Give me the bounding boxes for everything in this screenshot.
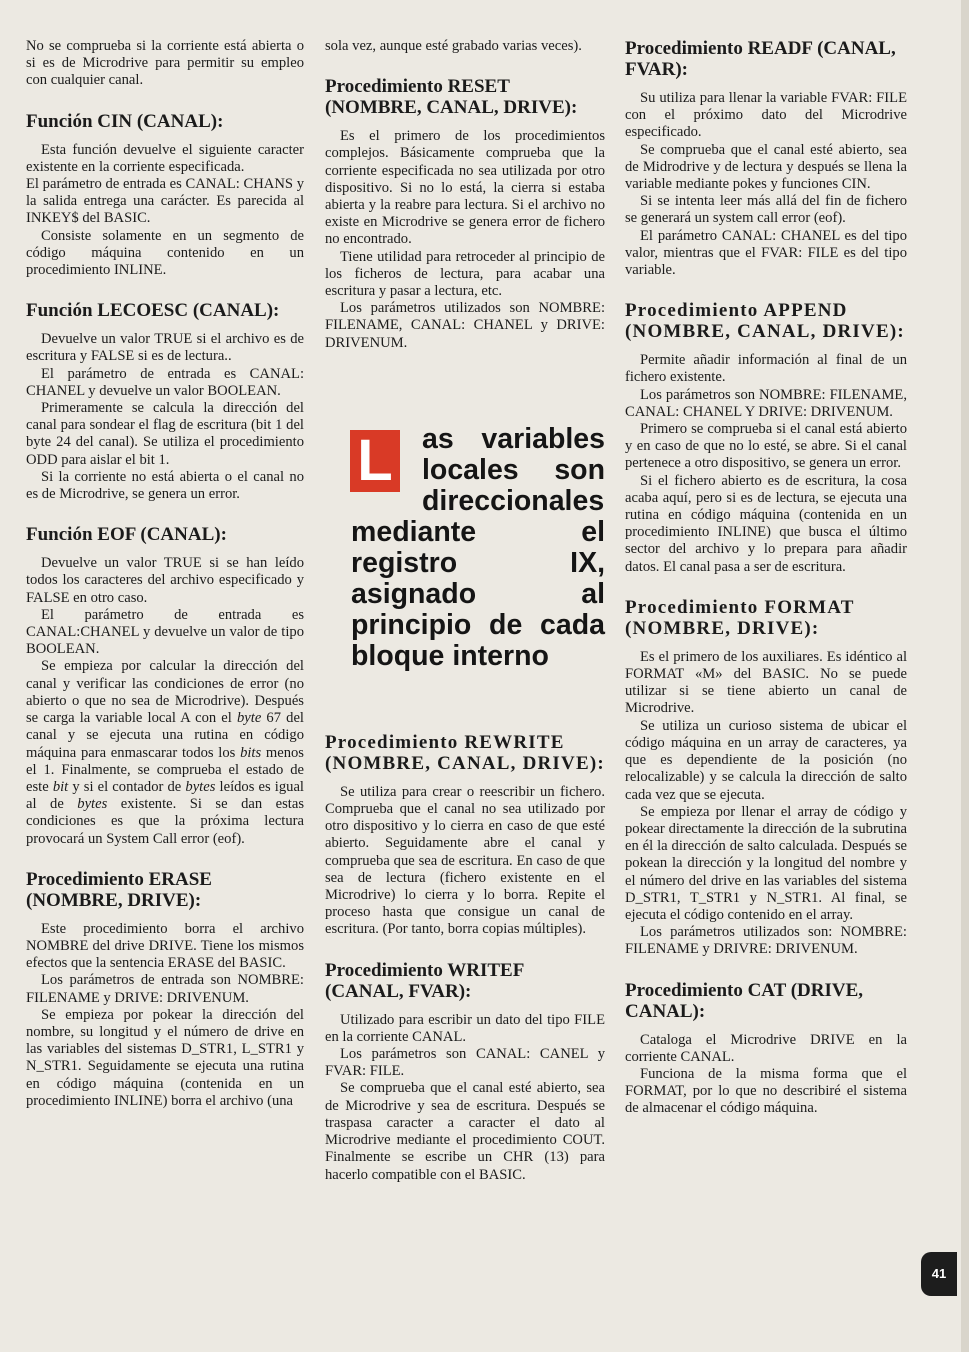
paragraph: Los parámetros son NOMBRE: FILENAME, CANAL: CHANEL Y DRIVE: DRIVENUM.: [625, 386, 907, 420]
heading-readf: Procedimiento READF (CANAL, FVAR):: [625, 38, 896, 80]
italic-term: byte: [236, 710, 262, 727]
paragraph: El parámetro de entrada es CANAL:CHANEL y devuelve un valor de tipo BOOLEAN.: [26, 606, 304, 658]
text-run: y si el contador de: [68, 778, 186, 795]
paragraph: Devuelve un valor TRUE si el archivo es de escritura y FALSE si es de lectura..: [26, 331, 304, 365]
pull-quote-initial: L: [350, 430, 400, 492]
heading-rewrite: Procedimiento REWRITE (NOMBRE, CANAL, DRIVE):: [325, 731, 605, 774]
paragraph: Es el primero de los auxiliares. Es idéntico al FORMAT «M» del BASIC. No se puede utilizar si se tiene abierto un canal de Microdrive.: [625, 648, 907, 717]
paragraph: Si el fichero abierto es de escritura, la cosa acaba aquí, pero si es de lectura, se ejecuta una rutina en código máquina (contenida en un procedimiento INLINE) que busca el último sector del archivo y lo prepara para añadir datos. El canal pasa a ser de escritura.: [625, 472, 907, 575]
paragraph: Si la corriente no está abierta o el canal no es de Microdrive, se genera un error.: [26, 468, 304, 503]
paragraph: Cataloga el Microdrive DRIVE en la corriente CANAL.: [625, 1031, 907, 1065]
paragraph: El parámetro de entrada es CANAL: CHANS y la salida entrega una carácter. Es parecida al INKEY$ del BASIC.: [26, 176, 304, 227]
paragraph: Su utiliza para llenar la variable FVAR: FILE con el próximo dato del Microdrive especificado.: [625, 90, 907, 141]
italic-term: bytes: [77, 796, 108, 813]
page-number: 41: [931, 1266, 947, 1281]
column-3: [625, 38, 907, 1118]
paragraph: Los parámetros de entrada son NOMBRE: FILENAME y DRIVE: DRIVENUM.: [26, 972, 304, 1006]
pull-quote-text: as variables locales son direccionales mediante el registro IX, asignado al principio de cada bloque interno: [351, 422, 605, 672]
heading-reset: Procedimiento RESET (NOMBRE, CANAL, DRIVE):: [325, 76, 578, 119]
column-1: [26, 38, 304, 1110]
paragraph: Se utiliza para crear o reescribir un fichero. Comprueba que el canal no sea utilizado por otro dispositivo y lo cierra en caso de que esté abierto. Seguidamente abre el canal y comprueba que sea de escritura. En caso de que sea de lectura (fichero existente en el Microdrive) lo cierra y lo borra. Repite el proceso hasta que consigue un canal de escritura. (Por tanto, borra copias múltiples).: [325, 783, 605, 938]
paragraph: Se empieza por pokear la dirección del nombre, su longitud y el número de drive en las variables del sistemas D_STR1, L_STR1 y N_STR1. Seguidamente se ejecuta una rutina en código máquina (contenida en un procedimiento INLINE) borra el archivo (una: [26, 1006, 304, 1109]
column-2: [325, 38, 605, 1184]
paragraph: Los parámetros utilizados son NOMBRE: FILENAME, CANAL: CHANEL y DRIVE: DRIVENUM.: [325, 300, 605, 351]
paragraph-eof-detail: [26, 658, 304, 847]
heading-cat: Procedimiento CAT (DRIVE, CANAL):: [625, 979, 864, 1022]
paragraph: Se comprueba que el canal esté abierto, sea de Microdrive y sea de escritura. Después se traspasa caracter a caracter el dato al Microdrive mediante el procedimiento COUT. Finalmente se escribe un CHR (13) para hacerlo compatible con el BASIC.: [325, 1080, 605, 1183]
heading-lecoesc: Función LECOESC (CANAL):: [26, 300, 280, 322]
paragraph: No se comprueba si la corriente está abierta o si es de Microdrive para permitir su empleo con cualquier canal.: [26, 38, 304, 89]
italic-term: bits: [240, 744, 262, 761]
paragraph: El parámetro CANAL: CHANEL es del tipo valor, mientras que el FVAR: FILE es del tipo variable.: [625, 227, 907, 279]
text-run: leídos es igual al de: [26, 778, 304, 813]
heading-format: Procedimiento FORMAT (NOMBRE, DRIVE):: [625, 596, 855, 639]
heading-eof: Función EOF (CANAL):: [26, 524, 227, 546]
paragraph: Consiste solamente en un segmento de código máquina contenido en un procedimiento INLINE.: [26, 227, 304, 279]
paragraph: Se empieza por llenar el array de código y pokear directamente la dirección de la subrutina en él la dirección de salto calculada. Después se pokean la dirección y la longitud del nombre y el número del drive en las variables del sistema D_STR1, T_STR1 y N_STR1. Al final, se ejecuta el código contenido en el array.: [625, 803, 907, 923]
paragraph: Si se intenta leer más allá del fin de fichero se generará un system call error (eof).: [625, 193, 907, 227]
paragraph: El parámetro de entrada es CANAL: CHANEL y devuelve un valor BOOLEAN.: [26, 365, 304, 399]
paragraph: Se comprueba que el canal esté abierto, sea de Midrodrive y de lectura y después se llena la variable mediante pokes y funciones CIN.: [625, 141, 907, 193]
page-number-tab: [921, 1252, 957, 1296]
italic-term: bytes: [185, 778, 216, 795]
paragraph: Tiene utilidad para retroceder al principio de los ficheros de lectura, para acabar una escritura y pasar a lectura, etc.: [325, 248, 605, 300]
paragraph: Esta función devuelve el siguiente caracter existente en la corriente especificada.: [26, 141, 304, 175]
heading-writef: Procedimiento WRITEF (CANAL, FVAR):: [325, 959, 524, 1002]
paragraph: Este procedimiento borra el archivo NOMBRE del drive DRIVE. Tiene los mismos efectos que la sentencia ERASE del BASIC.: [26, 920, 304, 972]
paragraph: Permite añadir información al final de un fichero existente.: [625, 352, 907, 386]
text-run: existente. Si se dan estas condiciones es que la próxima lectura provocará un System Call error (eof).: [26, 796, 304, 847]
paragraph: Se utiliza un curioso sistema de ubicar el código máquina en un array de caracteres, ya que es dependiente de la posición (no relocalizable) y se calcula la dirección de salto cada vez que se ejecuta.: [625, 717, 907, 803]
paragraph: Primero se comprueba si el canal está abierto y en caso de que no lo esté, se abre. Si el canal pertenece a otro dispositivo, se genera un error.: [625, 421, 907, 472]
pull-quote: [325, 424, 605, 672]
paragraph: Utilizado para escribir un dato del tipo FILE en la corriente CANAL.: [325, 1011, 605, 1045]
paragraph: Los parámetros son CANAL: CANEL y FVAR: FILE.: [325, 1046, 605, 1080]
paragraph: Funciona de la misma forma que el FORMAT, por lo que no describiré el sistema de almacenar el código máquina.: [625, 1065, 907, 1117]
heading-cin: Función CIN (CANAL):: [26, 110, 224, 132]
paragraph: Los parámetros utilizados son: NOMBRE: FILENAME y DRIVRE: DRIVENUM.: [625, 924, 907, 958]
paragraph: Devuelve un valor TRUE si se han leído todos los caracteres del archivo especificado y FALSE en otro caso.: [26, 555, 304, 606]
heading-erase: Procedimiento ERASE (NOMBRE, DRIVE):: [26, 868, 212, 911]
paragraph: Primeramente se calcula la dirección del canal para sondear el flag de escritura (bit 1 del byte 24 del canal). Se utiliza el procedimiento ODD para aislar el bit 1.: [26, 400, 304, 468]
page-edge: [961, 0, 969, 1352]
paragraph: sola vez, aunque esté grabado varias veces).: [325, 38, 582, 54]
heading-append: Procedimiento APPEND (NOMBRE, CANAL, DRIVE):: [625, 300, 905, 343]
text-run: menos el 1. Finalmente, se comprueba el estado de este: [26, 744, 304, 795]
text-run: 67 del canal y se ejecuta una rutina en código máquina para enmascarar todos los: [26, 710, 304, 761]
italic-term: bit: [52, 778, 69, 795]
text-run: Se empieza por calcular la dirección del canal y verificar las condiciones de error (no abierto o que no sea de Microdrive). Después se carga la variable local A con el: [26, 658, 304, 727]
paragraph: Es el primero de los procedimientos complejos. Básicamente comprueba que la corriente especificada no sea utilizada por otro dispositivo. Si no lo está, la cierra si estaba abierta y la reabre para lectura. Si el archivo no existe en Microdrive se genera error de fichero no encontrado.: [325, 128, 605, 248]
